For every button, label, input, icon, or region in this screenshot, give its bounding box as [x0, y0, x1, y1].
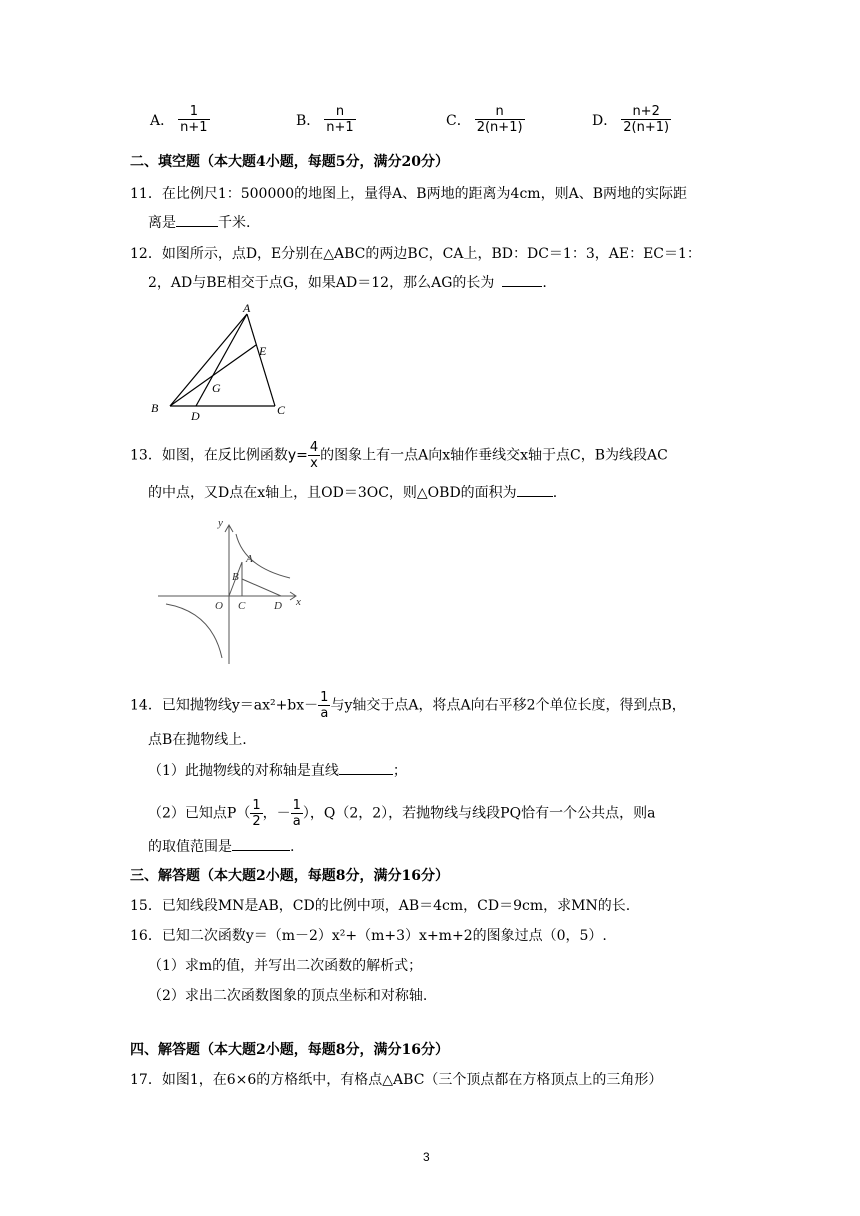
- fig13-segment-bd: [242, 579, 281, 596]
- option-b-fraction: [324, 104, 355, 135]
- option-c-denominator: 2(n+1): [476, 120, 523, 135]
- question-11-line-1: 11．在比例尺1：500000的地图上，量得A、B两地的距离为4cm，则A、B两地的实际距: [130, 186, 687, 202]
- question-16-line-1: 16．已知二次函数y＝（m－2）x²+（m+3）x+m+2的图象过点（0，5）.: [130, 928, 607, 944]
- question-12-line-2: [148, 272, 547, 293]
- fig12-label-d: D: [191, 409, 200, 423]
- triangle-figure-12: [145, 300, 295, 425]
- option-b: [296, 104, 356, 135]
- question-11-text-a: 离是: [148, 215, 176, 231]
- hyperbola-figure-13: [150, 512, 310, 672]
- question-14-p-den-1: 2: [252, 814, 261, 829]
- question-13-line-1: [130, 440, 668, 471]
- fig13-label-y: y: [218, 517, 223, 529]
- question-13-func-y: y=: [287, 447, 308, 464]
- section-3-heading: 三、解答题（本大题2小题，每题8分，满分16分）: [130, 868, 449, 884]
- fig12-side-ac: [247, 314, 275, 406]
- page-number: 3: [423, 1150, 430, 1164]
- question-14-text-b: 与y轴交于点A，将点A向右平移2个单位长度，得到点B，: [330, 697, 686, 714]
- question-13-text-b: 的图象上有一点A向x轴作垂线交x轴于点C，B为线段AC: [320, 447, 668, 464]
- question-13-func-denominator: x: [310, 456, 318, 471]
- question-11-answer-blank: [176, 212, 218, 227]
- question-14-sub-2-text-a: （2）已知点P（: [148, 805, 251, 822]
- fig12-label-c: C: [277, 403, 286, 417]
- fig13-curve-lower: [166, 604, 222, 658]
- fig13-label-x: x: [296, 596, 301, 608]
- question-14-line-1: [130, 690, 686, 721]
- question-13-answer-blank: [517, 482, 553, 497]
- question-14-p-den-2: a: [292, 814, 301, 829]
- question-14-range-blank: [232, 836, 290, 851]
- question-14-sub-2-text-b: ），Q（2，2），若抛物线与线段PQ恰有一个公共点，则a: [302, 805, 656, 822]
- fig13-curve-upper: [236, 534, 290, 578]
- fig13-label-a: A: [246, 553, 253, 565]
- fig13-label-d: D: [274, 600, 282, 612]
- fig12-segment-ad: [196, 314, 247, 406]
- question-14-last-text-a: 的取值范围是: [148, 839, 232, 855]
- option-c-fraction: [475, 104, 525, 135]
- fig12-label-g: G: [212, 381, 221, 395]
- question-12-text-b: .: [542, 275, 547, 291]
- option-d-numerator: n+2: [621, 104, 671, 120]
- option-a-fraction: [178, 104, 209, 135]
- option-b-numerator: n: [324, 104, 355, 120]
- question-14-line-last: [148, 836, 294, 857]
- question-12-text-a: 2，AD与BE相交于点G，如果AD＝12，那么AG的长为: [148, 275, 495, 291]
- fig12-label-a: A: [243, 301, 251, 315]
- question-14-p-fraction-1: [250, 798, 262, 829]
- question-13-text-c: 的中点，又D点在x轴上，且OD＝3OC，则△OBD的面积为: [148, 485, 517, 501]
- question-14-sub-1: [148, 760, 407, 781]
- option-c: [446, 104, 525, 135]
- option-a-numerator: 1: [178, 104, 209, 120]
- option-a-label: A．: [150, 112, 175, 129]
- option-a: [150, 104, 210, 135]
- question-14-line-2: 点B在抛物线上.: [148, 732, 247, 748]
- question-14-p-num-2: 1: [292, 798, 301, 813]
- option-b-denominator: n+1: [326, 120, 354, 135]
- option-d-label: D．: [592, 112, 618, 129]
- question-14-frac-denominator: a: [320, 706, 329, 721]
- question-12-answer-blank: [502, 272, 542, 287]
- section-2-heading: 二、填空题（本大题4小题，每题5分，满分20分）: [130, 154, 449, 170]
- question-13-function-fraction: [308, 440, 320, 471]
- question-16-sub-2: （2）求出二次函数图象的顶点坐标和对称轴.: [148, 988, 428, 1004]
- option-b-label: B．: [296, 112, 321, 129]
- question-14-sub-1-text-b: ；: [392, 763, 407, 779]
- question-14-sub-1-text-a: （1）此抛物线的对称轴是直线: [148, 763, 339, 779]
- question-11-text-b: 千米.: [218, 215, 251, 231]
- question-16-sub-1: （1）求m的值，并写出二次函数的解析式；: [148, 958, 423, 974]
- section-4-heading: 四、解答题（本大题2小题，每题8分，满分16分）: [130, 1042, 449, 1058]
- question-17: 17．如图1，在6×6的方格纸中，有格点△ABC（三个顶点都在方格顶点上的三角形）: [130, 1072, 663, 1088]
- question-14-sub-1-blank: [339, 760, 393, 775]
- question-13-func-numerator: 4: [309, 440, 319, 455]
- fig12-label-e: E: [259, 344, 267, 358]
- question-13-text-d: .: [552, 485, 558, 501]
- question-14-text-a: 14．已知抛物线y＝ax²+bx－: [130, 697, 319, 714]
- option-d: [592, 104, 671, 135]
- question-14-p-fraction-2: [291, 798, 303, 829]
- option-a-denominator: n+1: [180, 120, 208, 135]
- option-c-label: C．: [446, 112, 471, 129]
- fig12-label-b: B: [151, 401, 159, 415]
- question-12-line-1: 12．如图所示，点D，E分别在△ABC的两边BC，CA上，BD：DC＝1：3，AE：EC＝1：: [130, 246, 701, 262]
- question-13-text-a: 13．如图，在反比例函数: [130, 447, 288, 464]
- fig13-label-c: C: [238, 600, 246, 612]
- question-14-p-separator: ，－: [262, 805, 291, 822]
- question-14-last-text-b: .: [290, 839, 295, 855]
- question-14-frac-numerator: 1: [320, 690, 329, 705]
- question-14-fraction: [318, 690, 330, 721]
- option-c-numerator: n: [475, 104, 525, 120]
- fig13-label-o: O: [215, 600, 223, 612]
- question-14-sub-2: [148, 798, 655, 829]
- option-d-denominator: 2(n+1): [623, 120, 670, 135]
- question-11-line-2: [148, 212, 250, 233]
- question-15: 15．已知线段MN是AB，CD的比例中项，AB＝4cm，CD＝9cm，求MN的长.: [130, 898, 631, 914]
- option-d-fraction: [621, 104, 671, 135]
- question-14-p-num-1: 1: [252, 798, 261, 813]
- question-13-line-2: [148, 482, 557, 503]
- fig13-label-b: B: [232, 571, 239, 583]
